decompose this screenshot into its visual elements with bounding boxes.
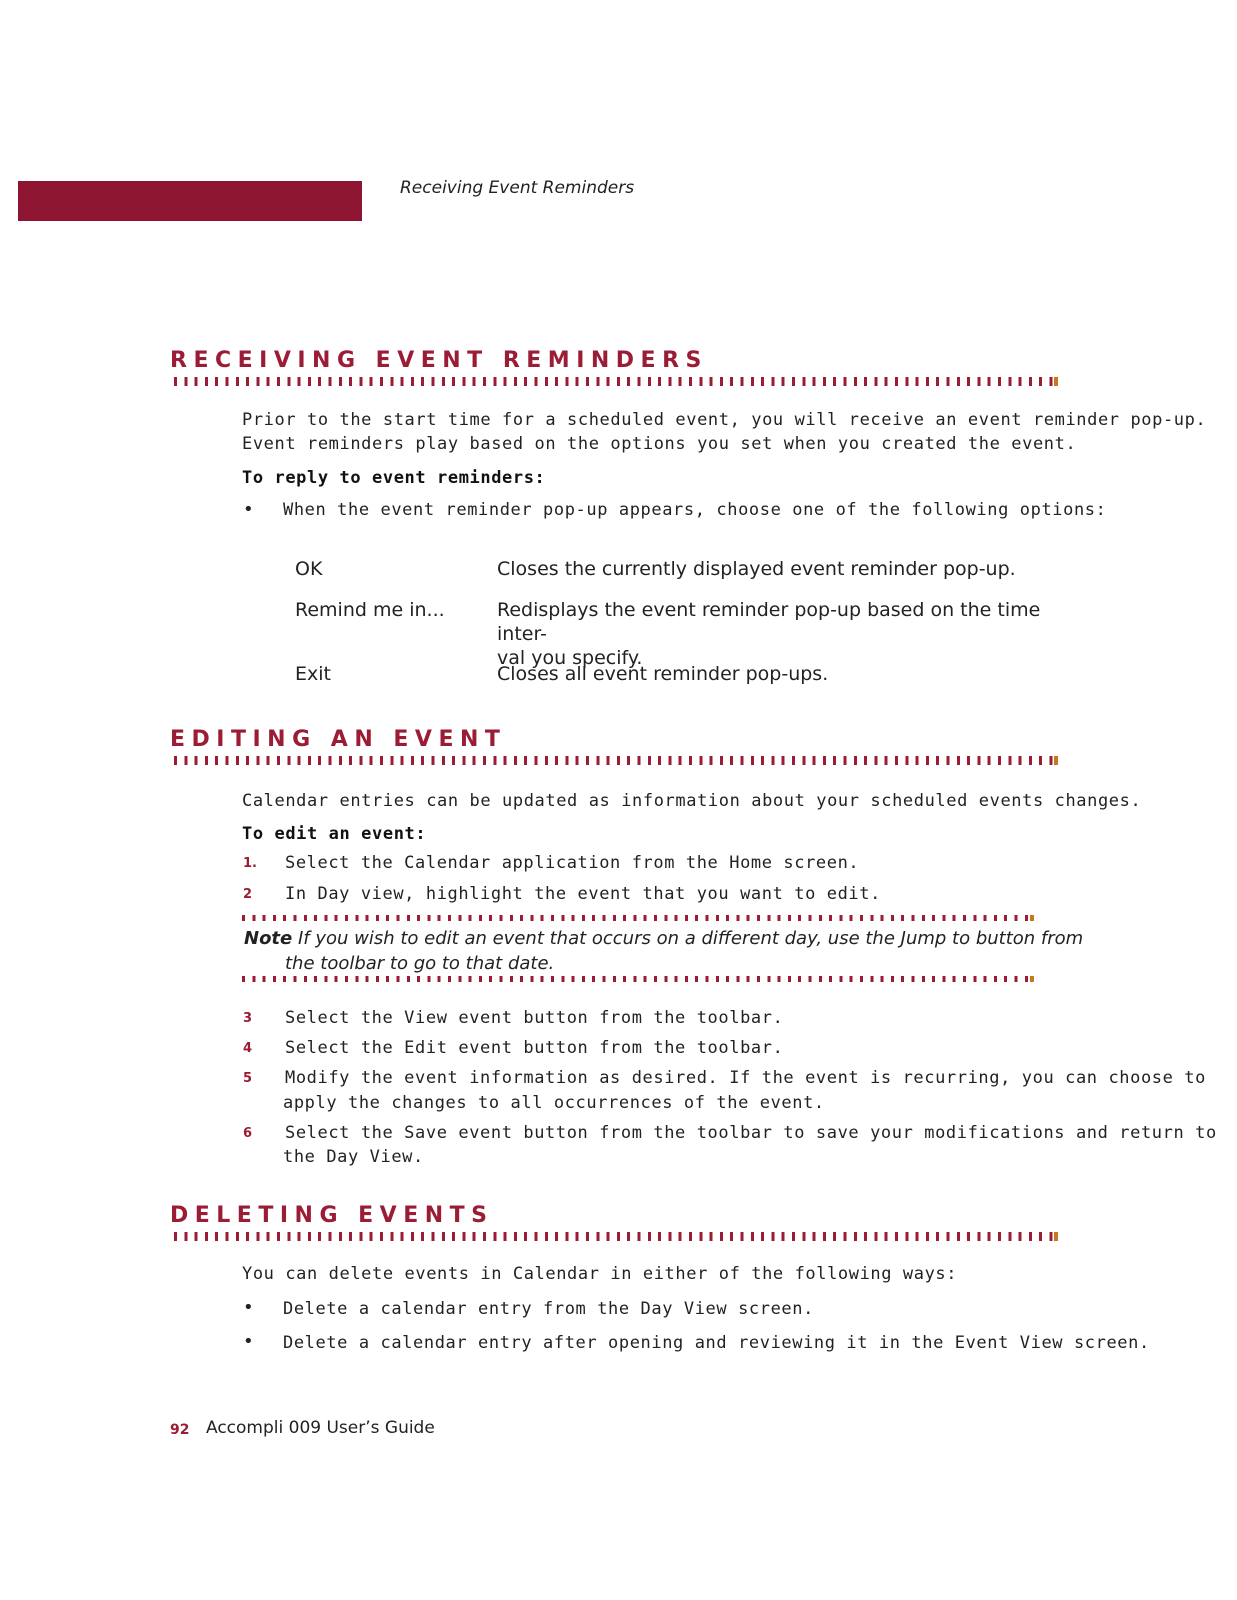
step-text: Select the Save event button from the toolbar to save your modifications and return to	[285, 1123, 1217, 1143]
step-text: Modify the event information as desired. If the event is recurring, you can choose to	[285, 1068, 1206, 1088]
footer-title: Accompli 009 User’s Guide	[206, 1418, 435, 1438]
bullet-marker: •	[243, 499, 254, 520]
deleting-bullet: Delete a calendar entry from the Day View screen.	[283, 1299, 814, 1319]
note-text: If you wish to edit an event that occurs on a different day, use the Jump to button from	[297, 928, 1084, 949]
step-text: Select the Edit event button from the toolbar.	[285, 1038, 784, 1058]
section-heading-editing: EDITING AN EVENT	[170, 727, 507, 752]
note-line2: the toolbar to go to that date.	[285, 953, 555, 974]
step-number: 5	[243, 1071, 253, 1086]
note-label: Note	[244, 928, 293, 949]
step-text: In Day view, highlight the event that you want to edit.	[285, 884, 881, 904]
option-desc-line: Closes all event reminder pop-ups.	[497, 663, 829, 685]
step-number: 6	[243, 1126, 253, 1141]
option-label-remind: Remind me in...	[295, 599, 445, 621]
bullet-marker: •	[243, 1331, 254, 1352]
header-color-bar	[18, 181, 362, 221]
step-text-cont: apply the changes to all occurrences of the event.	[283, 1093, 825, 1113]
deleting-bullet: Delete a calendar entry after opening and reviewing it in the Event View screen.	[283, 1333, 1150, 1353]
option-desc-exit	[497, 662, 1062, 686]
step-text-cont: the Day View.	[283, 1147, 424, 1167]
step-number: 1.	[243, 856, 257, 871]
note-line1	[244, 926, 1083, 951]
step-text: Select the View event button from the toolbar.	[285, 1008, 784, 1028]
bullet-marker: •	[243, 1297, 254, 1318]
section-rule	[174, 756, 1058, 765]
editing-subheading: To edit an event:	[242, 824, 427, 844]
reminders-intro-line1: Prior to the start time for a scheduled event, you will receive an event reminder pop-up.	[242, 410, 1207, 430]
option-desc-remind	[497, 598, 1062, 670]
reminders-bullet-text: When the event reminder pop-up appears, choose one of the following options:	[283, 500, 1107, 520]
option-label-exit: Exit	[295, 663, 331, 685]
step-number: 2	[243, 887, 253, 902]
note-rule-bottom	[242, 976, 1034, 982]
deleting-intro: You can delete events in Calendar in either of the following ways:	[242, 1264, 958, 1284]
reminders-subheading: To reply to event reminders:	[242, 468, 546, 488]
editing-intro: Calendar entries can be updated as information about your scheduled events changes.	[242, 791, 1142, 811]
option-desc-line: val you specify.	[497, 647, 643, 669]
step-text: Select the Calendar application from the Home screen.	[285, 853, 860, 873]
option-label-ok: OK	[295, 558, 323, 580]
option-desc-line: Closes the currently displayed event reminder pop-up.	[497, 558, 1016, 580]
section-rule	[174, 377, 1058, 386]
page-number: 92	[170, 1422, 190, 1438]
option-desc-line: Redisplays the event reminder pop-up based on the time inter-	[497, 599, 1041, 645]
option-desc-ok	[497, 557, 1062, 581]
section-heading-reminders: RECEIVING EVENT REMINDERS	[170, 348, 708, 373]
running-header-title: Receiving Event Reminders	[400, 178, 635, 198]
note-rule-top	[242, 915, 1034, 921]
section-rule	[174, 1232, 1058, 1241]
step-number: 3	[243, 1011, 253, 1026]
reminders-intro-line2: Event reminders play based on the options you set when you created the event.	[242, 434, 1077, 454]
section-heading-deleting: DELETING EVENTS	[170, 1203, 494, 1228]
step-number: 4	[243, 1041, 253, 1056]
